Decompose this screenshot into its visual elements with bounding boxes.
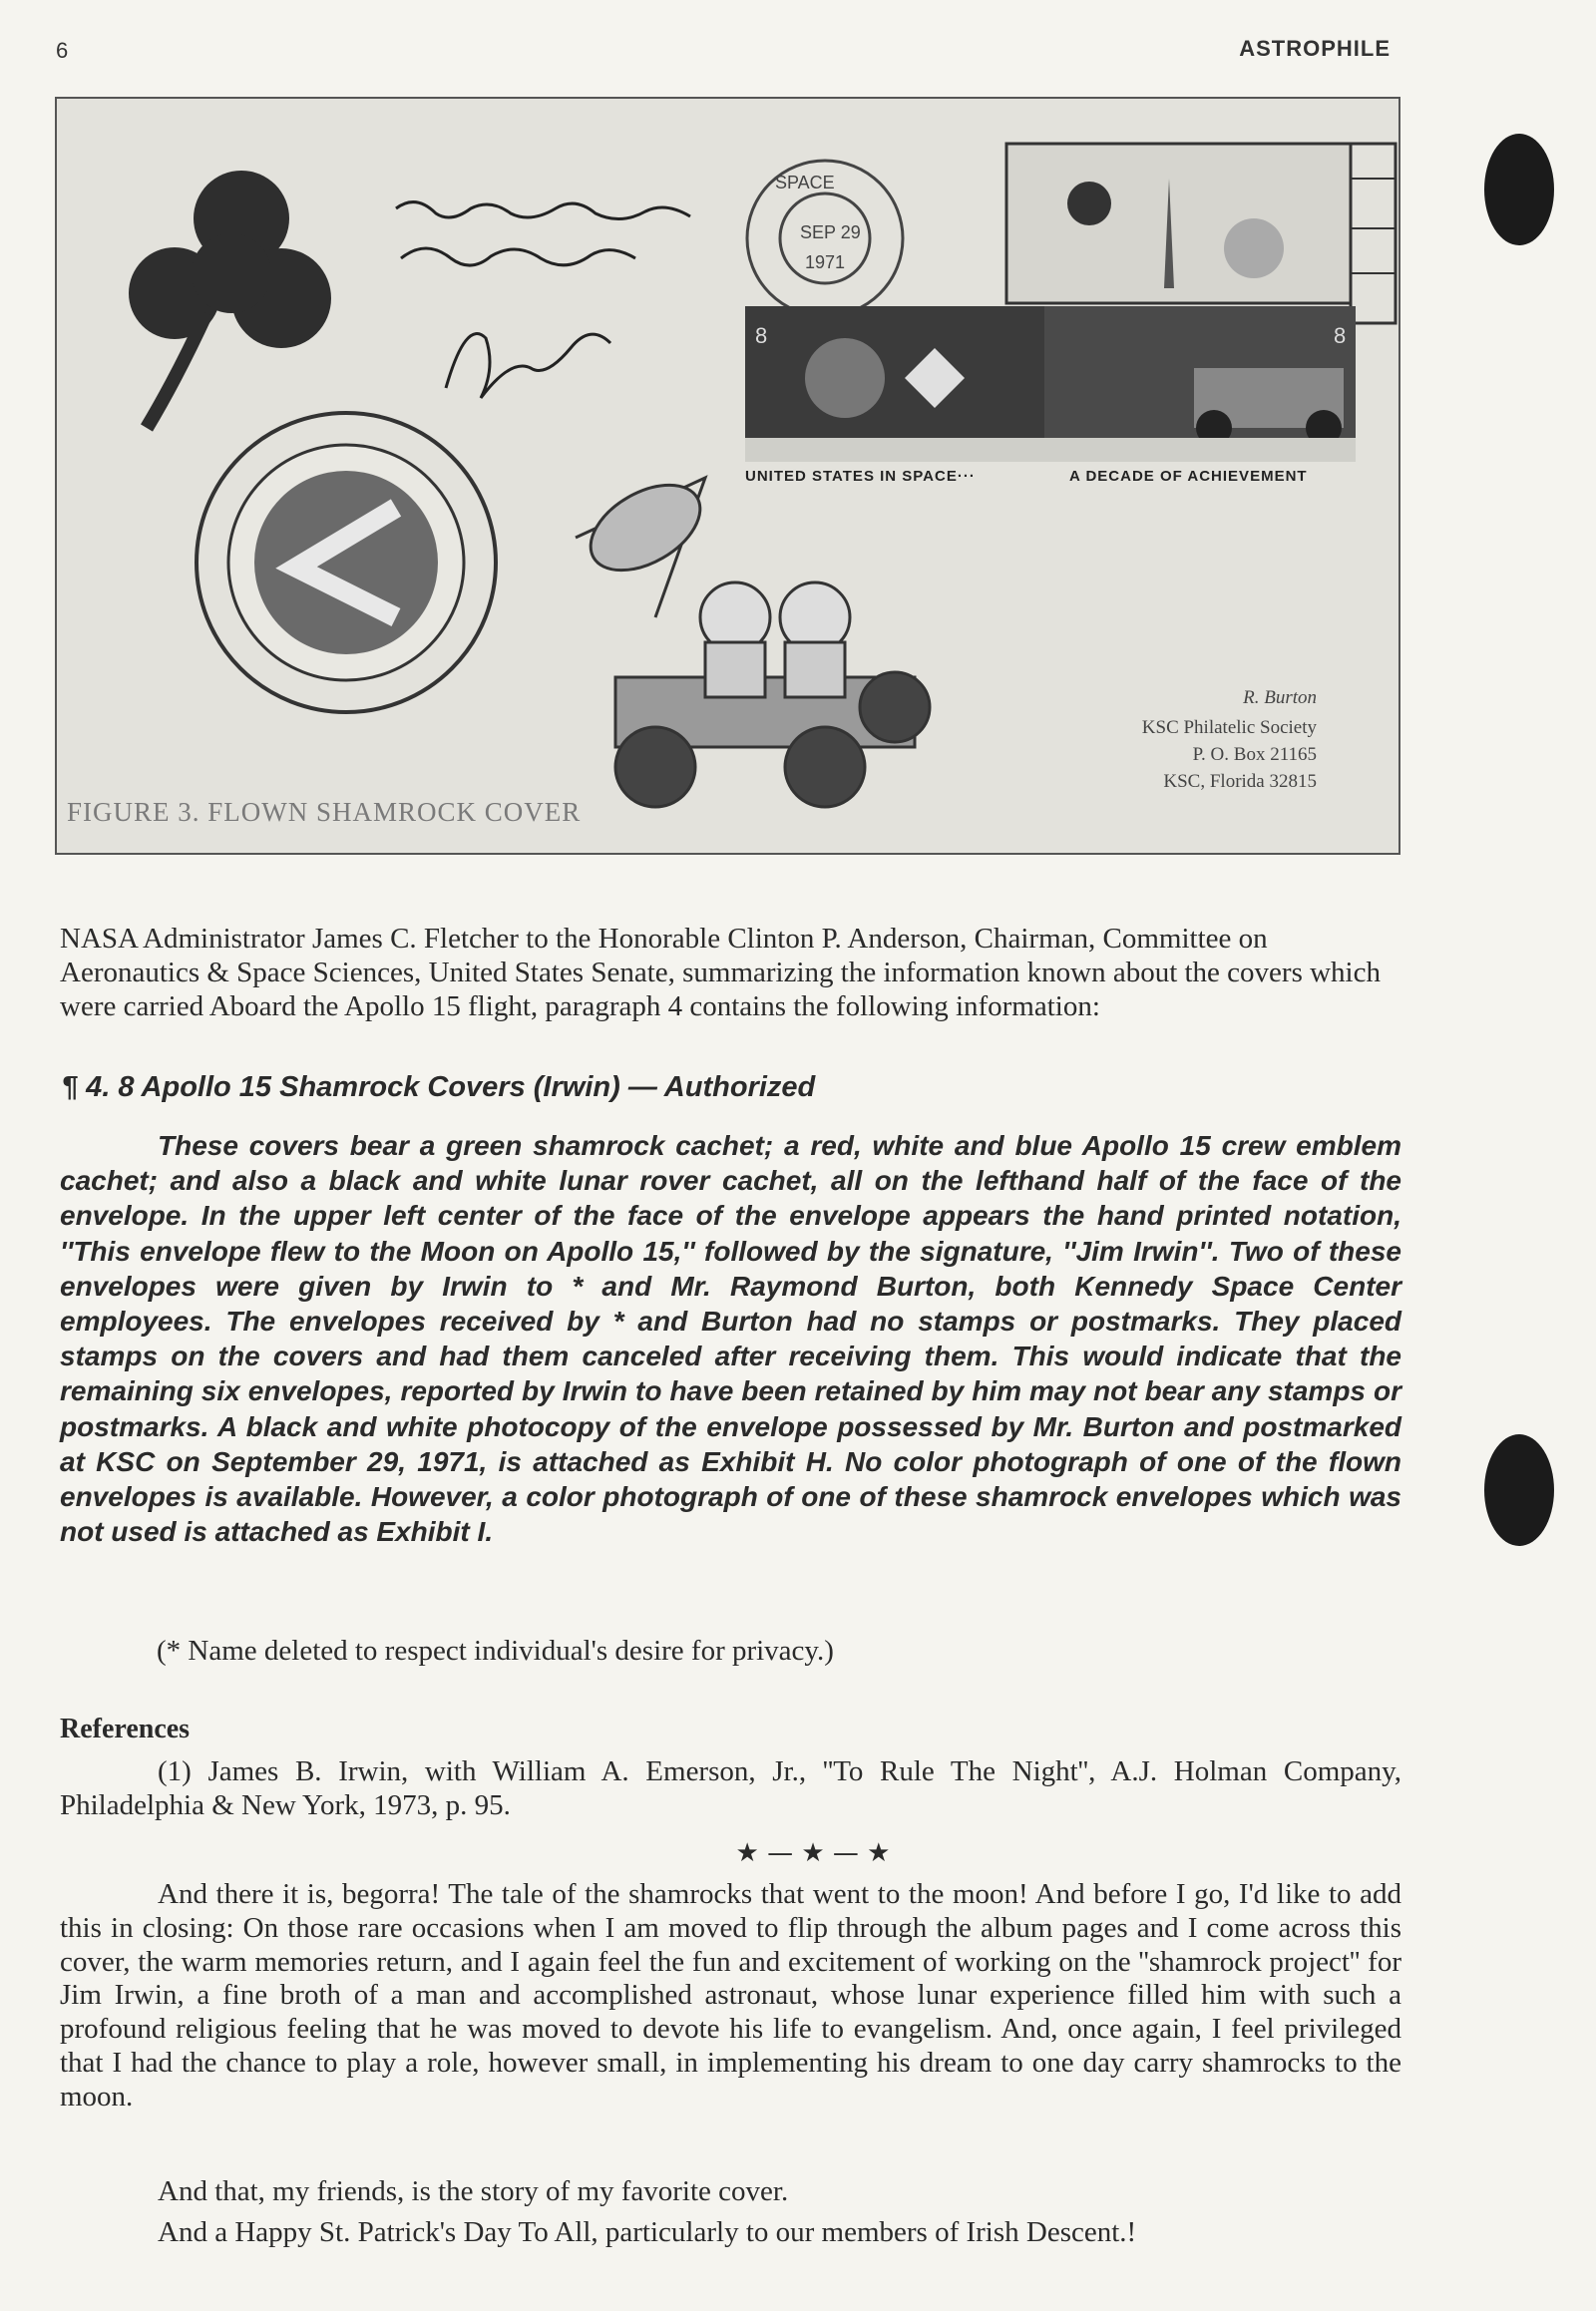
- address-society: KSC Philatelic Society: [1141, 717, 1317, 738]
- closing-paragraph: [60, 1878, 1401, 2115]
- handwritten-notation: [396, 202, 690, 398]
- happy-line: [60, 2215, 1401, 2249]
- svg-text:SPACE: SPACE: [775, 173, 835, 193]
- section-heading: ¶ 4. 8 Apollo 15 Shamrock Covers (Irwin) — Authorized: [62, 1071, 816, 1103]
- stamp-denomination-left: 8: [755, 323, 768, 348]
- address-name: R. Burton: [1243, 687, 1317, 708]
- running-head: ASTROPHILE: [1239, 36, 1391, 61]
- reference-text: (1) James B. Irwin, with William A. Emerson, Jr., ''To Rule The Night'', A.J. Holman Company, Philadelphia & New York, 1973, p. 95.: [60, 1755, 1401, 1821]
- address-city: KSC, Florida 32815: [1163, 771, 1317, 792]
- lunar-rover-cachet: [576, 468, 930, 807]
- quoted-paragraph: [60, 1128, 1401, 1549]
- section-separator: ★ — ★ — ★: [735, 1838, 891, 1868]
- shamrock-cachet: [129, 171, 331, 428]
- reference-entry: [60, 1754, 1401, 1822]
- stamp-caption-right: A DECADE OF ACHIEVEMENT: [1069, 468, 1308, 485]
- apollo-15-emblem: [197, 413, 496, 712]
- happy-text: And a Happy St. Patrick's Day To All, particularly to our members of Irish Descent.!: [158, 2216, 1137, 2248]
- postage-stamps: [745, 306, 1356, 462]
- stamp-denomination-right: 8: [1334, 323, 1347, 348]
- svg-text:SEP 29: SEP 29: [800, 222, 861, 242]
- quoted-text: These covers bear a green shamrock cachet; a red, white and blue Apollo 15 crew emblem cachet; and also a black and white lunar rover cachet, all on the lefthand half of the face of the envelope. In the upper left center of the face of the envelope appears the hand printed notation, ''This envelope flew to the Moon on Apollo 15,'' followed by the signature, ''Jim Irwin''. Two of these envelopes were given by Irwin to * and Mr. Raymond Burton, both Kennedy Space Center employees. The envelopes received by * and Burton had no stamps or postmarks. They placed stamps on the covers and had them canceled after receiving them. This would indicate that the remaining six envelopes, reported by Irwin to have been retained by him may not bear any stamps or postmarks. A black and white photocopy of the envelope possessed by Mr. Burton and postmarked at KSC on September 29, 1971, is attached as Exhibit H. No color photograph of one of the flown envelopes is available. However, a color photograph of one of these shamrock envelopes which was not used is attached as Exhibit I.: [60, 1130, 1401, 1548]
- story-line: And that, my friends, is the story of my favorite cover.: [158, 2175, 789, 2207]
- printed-cachet-panel: [1006, 144, 1396, 323]
- figure-caption: FIGURE 3. FLOWN SHAMROCK COVER: [67, 797, 582, 827]
- binder-hole-top: [1484, 134, 1554, 245]
- references-heading: References: [60, 1714, 191, 1744]
- address-box: P. O. Box 21165: [1192, 744, 1317, 765]
- postmark-text: [775, 173, 861, 272]
- stamp-caption-left: UNITED STATES IN SPACE···: [745, 468, 976, 485]
- figure-flown-shamrock-cover: [55, 97, 1400, 855]
- svg-text:1971: 1971: [805, 252, 846, 272]
- binder-hole-middle: [1484, 1434, 1554, 1546]
- privacy-note: (* Name deleted to respect individual's desire for privacy.): [157, 1635, 834, 1667]
- closing-text: And there it is, begorra! The tale of the shamrocks that went to the moon! And before I go, I'd like to add this in closing: On those rare occasions when I am moved to flip through the album pages and I come across this cover, the warm memories return, and I again feel the fun and excitement of working on the ''shamrock project'' for Jim Irwin, a fine broth of a man and accomplished astronaut, whose lunar experience filled him with such a profound religious feeling that he was moved to devote his life to evangelism. And, once again, I feel privileged that I had the chance to play a role, however small, in implementing his dream to one day carry shamrocks to the moon.: [60, 1878, 1401, 2113]
- page-number: 6: [56, 38, 69, 63]
- intro-paragraph: NASA Administrator James C. Fletcher to the Honorable Clinton P. Anderson, Chairman, Committee on Aeronautics & Space Sciences, United States Senate, summarizing the information known about the covers which were carried Aboard the Apollo 15 flight, paragraph 4 contains the following information:: [60, 923, 1381, 1022]
